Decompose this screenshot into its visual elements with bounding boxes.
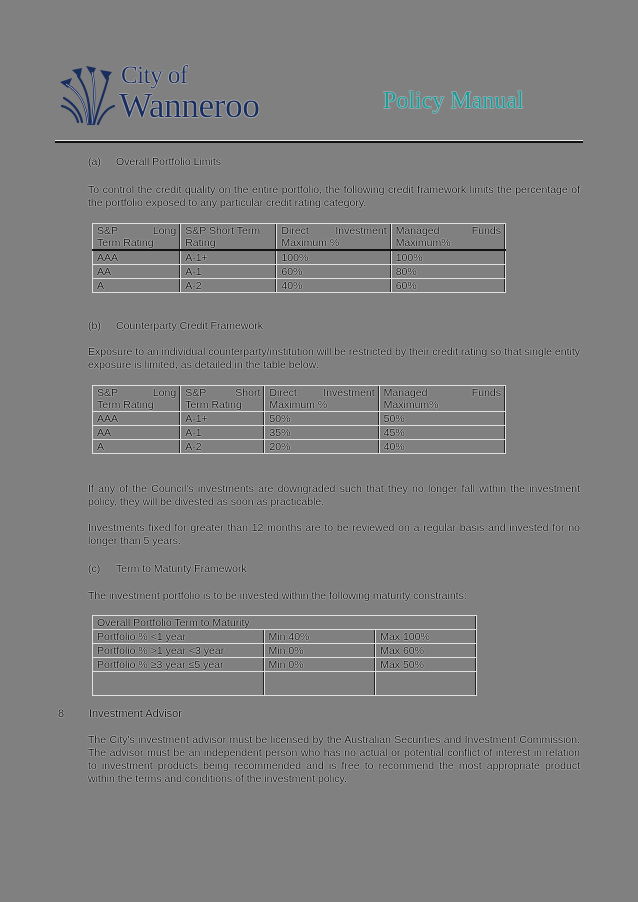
table-cell: 45% [379, 426, 505, 440]
table-cell: A-1+ [181, 250, 277, 265]
section-a-title: Overall Portfolio Limits [116, 156, 222, 168]
table-cell: Max 50% [376, 658, 477, 672]
section-8-number: 8 [58, 708, 65, 720]
table-header-cell: S&P Short Term Rating [181, 224, 277, 251]
table-cell: A-1 [181, 426, 265, 440]
table-cell: AA [93, 426, 181, 440]
table-cell: Portfolio % >1 year <3 year [93, 644, 265, 658]
table-cell: 50% [379, 412, 505, 426]
section-a-marker: (a) [88, 156, 101, 168]
section-b-title: Counterparty Credit Framework [116, 320, 264, 332]
section-b-paragraph: Exposure to an individual counterparty/institution will be restricted by their credit rating so that single entity exposure is limited, as detailed in the table below: [88, 346, 581, 371]
table-cell: 100% [277, 250, 391, 265]
section-b-marker: (b) [88, 320, 101, 332]
table-header-row [93, 224, 506, 251]
table-row [93, 279, 506, 293]
table-cell: 100% [391, 250, 505, 265]
wanneroo-plant-logo-icon [58, 64, 116, 126]
table-row [93, 265, 506, 279]
table-header-cell: S&P Long Term Rating [93, 386, 181, 412]
table-title-cell: Overall Portfolio Term to Maturity [93, 616, 477, 630]
table-cell: 50% [265, 412, 379, 426]
table-cell: Portfolio % ≥3 year ≤5 year [93, 658, 265, 672]
header-divider [55, 140, 583, 143]
downgrade-paragraph: If any of the Council's investments are downgraded such that they no longer fall within the investment policy, they will be divested as soon as practicable. [88, 483, 580, 508]
table-header-row [93, 386, 506, 412]
table-cell: 60% [277, 265, 391, 279]
section-c-heading [88, 563, 580, 575]
section-8-title: Investment Advisor [89, 708, 182, 720]
section-c-paragraph: The investment portfolio is to be invested within the following maturity constraints: [88, 590, 467, 602]
table-cell: 60% [391, 279, 505, 293]
term-to-maturity-table [92, 615, 477, 696]
table-header-cell: S&P Long Term Rating [93, 224, 181, 251]
section-a-heading [88, 156, 580, 168]
table-cell: Portfolio % <1 year [93, 630, 265, 644]
table-cell: 20% [265, 440, 379, 454]
table-row-empty [93, 672, 477, 696]
table-title-row [93, 616, 477, 630]
section-c-marker: (c) [88, 563, 101, 575]
section-c-title: Term to Maturity Framework [116, 563, 247, 575]
logo-text-wanneroo: Wanneroo [119, 86, 260, 125]
table-row [93, 426, 506, 440]
table-cell [376, 672, 477, 696]
table-row [93, 644, 477, 658]
table-cell: Min 0% [264, 658, 376, 672]
table-cell: 80% [391, 265, 505, 279]
table-cell: A-1+ [181, 412, 265, 426]
table-cell [93, 672, 265, 696]
table-cell: 40% [379, 440, 505, 454]
table-row [93, 630, 477, 644]
city-logo [55, 58, 275, 130]
table-cell: AAA [93, 412, 181, 426]
table-row [93, 250, 506, 265]
table-header-cell: Managed Funds Maximum% [379, 386, 505, 412]
table-cell: 40% [277, 279, 391, 293]
logo-text-city-of: City of [121, 62, 188, 89]
table-header-cell: S&P Short Term Rating [181, 386, 265, 412]
page-header [55, 58, 585, 138]
fixed-investments-paragraph: Investments fixed for greater than 12 months are to be reviewed on a regular basis and invested for no longer than 5 years. [88, 522, 580, 547]
table-row [93, 658, 477, 672]
table-cell: AA [93, 265, 181, 279]
table-cell: AAA [93, 250, 181, 265]
section-a-paragraph: To control the credit quality on the entire portfolio, the following credit framework limits the percentage of the portfolio exposed to any particular credit rating category. [88, 184, 580, 209]
table-cell: A-1 [181, 265, 277, 279]
table-cell: A [93, 279, 181, 293]
table-cell: A-2 [181, 279, 277, 293]
table-cell: Max 100% [376, 630, 477, 644]
table-cell: 35% [265, 426, 379, 440]
counterparty-limits-table [92, 385, 506, 454]
table-row [93, 412, 506, 426]
section-8-paragraph: The City's investment advisor must be licensed by the Australian Securities and Investment Commission. The advisor must be an independent person who has no actual or potential conflict of interest in relation to investment products being recommended and is free to recommend the most appropriate product within the terms and conditions of the investment policy. [88, 734, 580, 785]
credit-limits-table [92, 223, 506, 293]
table-cell [264, 672, 376, 696]
table-cell: Min 40% [264, 630, 376, 644]
table-cell: Max 60% [376, 644, 477, 658]
table-header-cell: Direct Investment Maximum % [265, 386, 379, 412]
table-cell: A-2 [181, 440, 265, 454]
section-b-heading [88, 320, 580, 332]
section-8-heading [58, 708, 182, 720]
document-title: Policy Manual [383, 88, 524, 114]
table-cell: A [93, 440, 181, 454]
table-header-cell: Direct Investment Maximum % [277, 224, 391, 251]
table-header-cell: Managed Funds Maximum% [391, 224, 505, 251]
table-row [93, 440, 506, 454]
table-cell: Min 0% [264, 644, 376, 658]
